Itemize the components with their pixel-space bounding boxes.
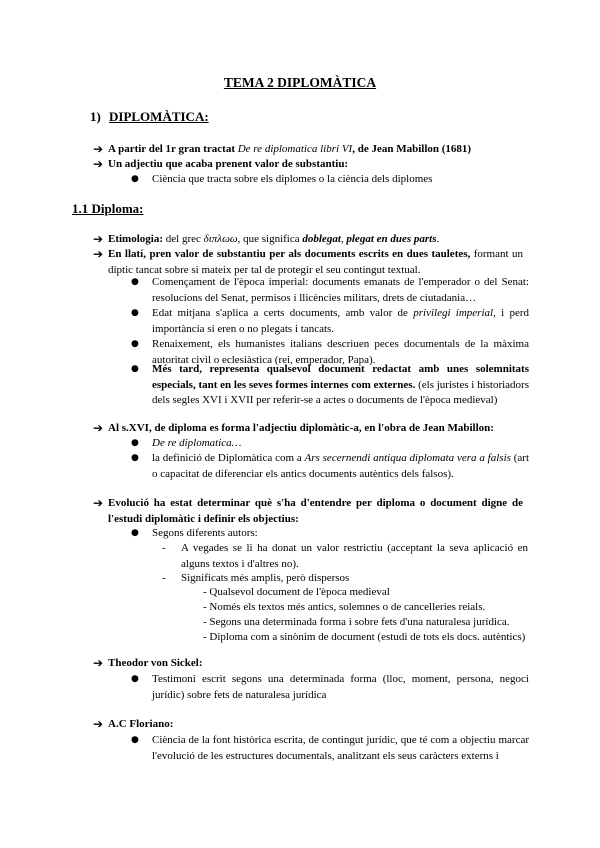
list-item: ● Edat mitjana s'aplica a certs documents, amb valor de privilegi imperial, i perd importància si eren o no plegats i tancats. [131,307,530,335]
bullet-dot-icon: ● [131,453,139,463]
list-item: ➔ Un adjectiu que acaba prenent valor de substantiu: [93,157,349,171]
bullet-dot-icon: ● [131,339,139,349]
page-title: TEMA 2 DIPLOMÀTICA [223,75,377,90]
bullet-dot-icon: ● [131,364,139,374]
list-item: - Segons una determinada forma i sobre fets d'una naturalesa jurídica. [203,616,510,628]
section-heading-diplomatica [90,109,209,125]
section-title: DIPLOMÀTICA: [109,109,209,124]
arrow-right-icon: ➔ [93,421,104,435]
arrow-right-icon: ➔ [93,717,104,731]
list-item: ➔ A partir del 1r gran tractat De re diplomatica libri VI, de Jean Mabillon (1681) [93,142,472,156]
bullet-dot-icon: ● [131,674,139,684]
arrow-right-icon: ➔ [93,656,104,670]
list-item: - A vegades se li ha donat un valor restrictiu (acceptant la seva aplicació en alguns textos i d'altres no). [162,542,528,570]
list-item: ➔ En llatí, pren valor de substantiu per als documents escrits en dues tauletes, formant un díptic tancat sobre si mateix per tal de protegir el seu contingut textual. [93,247,524,276]
list-item: ➔ Al s.XVI, de diploma es forma l'adjectiu diplomàtic-a, en l'obra de Jean Mabillon: [93,421,494,435]
list-item: ● Renaixement, els humanistes italians descriuen peces documentals de la màxima autoritat civil o eclesiàstica (rei, emperador, Papa). [131,338,529,366]
list-item: ● la definició de Diplomàtica com a Ars secernendi antiqua diplomata vera a falsis (art o capacitat de diferenciar els antics documents autèntics dels falsos). [131,452,530,480]
list-item: - Només els textos més antics, solemnes o de cancelleries reials. [203,601,486,613]
arrow-right-icon: ➔ [93,157,104,171]
bullet-dot-icon: ● [131,308,139,318]
list-item: - Qualsevol document de l'època medieval [203,586,390,598]
list-item: ➔ Theodor von Sickel: [93,656,203,670]
list-item: ● Ciència que tracta sobre els diplomes o la ciència dels diplomes [131,172,529,188]
bullet-dot-icon: ● [131,174,139,184]
dash-marker: - [162,542,166,554]
arrow-right-icon: ➔ [93,232,104,246]
dash-marker: - [162,572,166,584]
subsection-heading-diploma: 1.1 Diploma: [72,201,144,216]
bullet-dot-icon: ● [131,528,139,538]
list-item: ● Segons diferents autors: [131,526,529,542]
list-item: - Diploma com a sinònim de document (estudi de tots els docs. autèntics) [203,631,526,643]
section-number: 1) [90,109,101,124]
list-item: ● Començament de l'època imperial: documents emanats de l'emperador o del Senat: resolucions del Senat, permisos i llicències militars, drets de ciutadania… [131,276,529,304]
list-item: ● Ciència de la font històrica escrita, de contingut jurídic, que té com a objectiu marcar l'evolució de les estructures documentals, analitzant els seus caràcters externs i [131,734,529,762]
list-item: - Significats més amplis, però dispersos [162,571,528,587]
arrow-right-icon: ➔ [93,247,104,261]
list-item: ● Testimoni escrit segons una determinada forma (lloc, moment, persona, negoci jurídic) sobre fets de naturalesa jurídica [131,673,529,701]
list-item: ➔ A.C Floriano: [93,717,174,731]
bullet-dot-icon: ● [131,438,139,448]
list-item: ● De re diplomatica… [131,436,529,452]
bullet-dot-icon: ● [131,735,139,745]
bullet-dot-icon: ● [131,277,139,287]
list-item: ● Més tard, representa qualsevol document redactat amb unes solemnitats especials, tant en les seves formes internes com externes. (els juristes i historiadors dels segles XVI i XVII per referir-se a actes o documents de l'època medieval) [131,363,530,406]
arrow-right-icon: ➔ [93,496,104,510]
arrow-right-icon: ➔ [93,142,104,156]
list-item: ➔ Evolució ha estat determinar què s'ha d'entendre per diploma o document digne de l'estudi diplomàtic i definir els objectius: [93,496,523,525]
list-item: ➔ Etimologia: del grec διπλωω, que significa doblegat, plegat en dues parts. [93,232,440,246]
